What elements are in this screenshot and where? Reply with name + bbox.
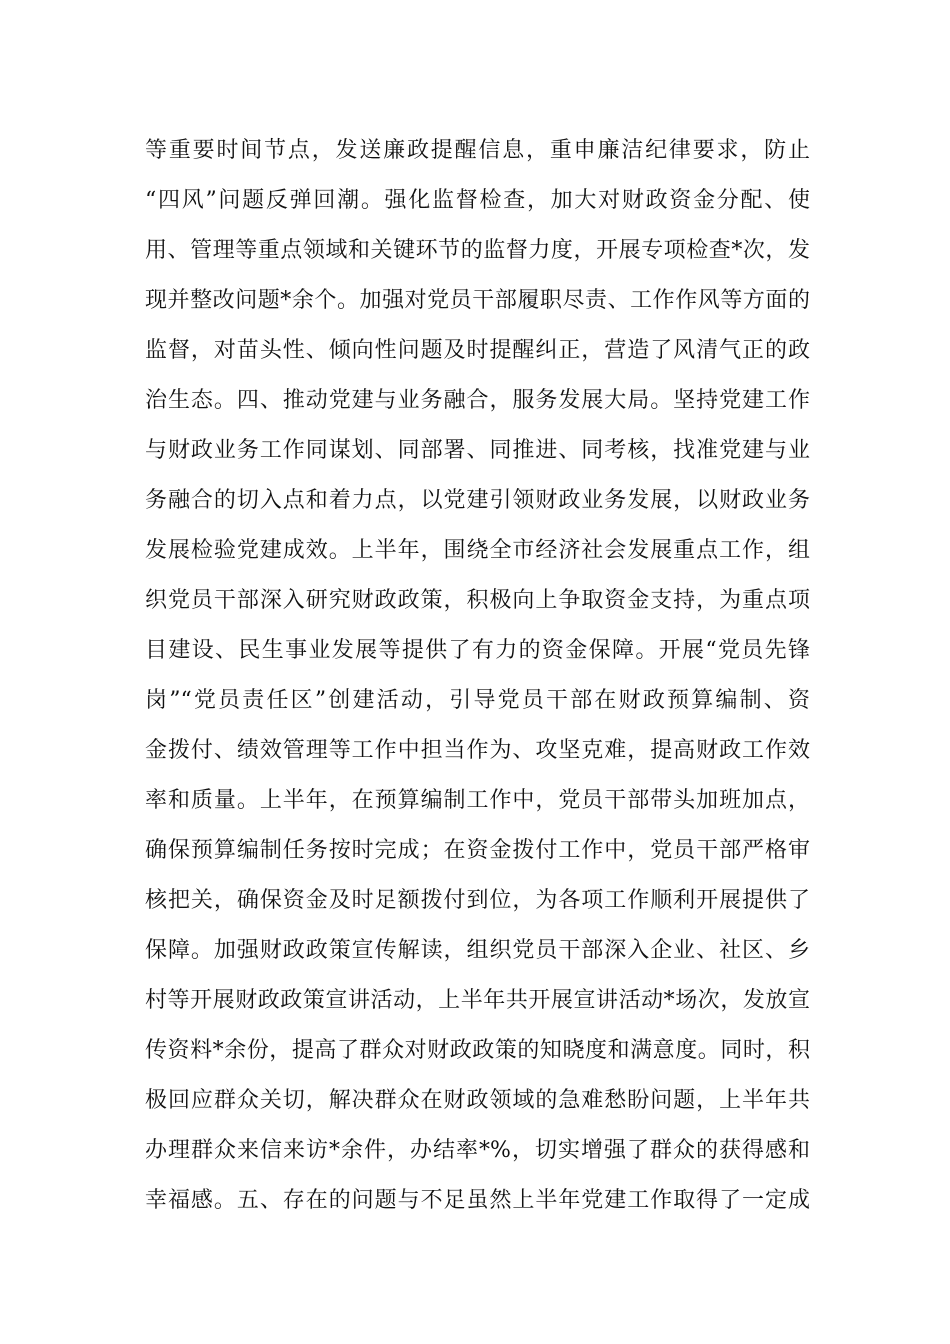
text-line: 发展检验党建成效。上半年，围绕全市经济社会发展重点工作，组: [145, 538, 810, 563]
text-line: 监督，对苗头性、倾向性问题及时提醒纠正，营造了风清气正的政: [145, 338, 810, 363]
text-line: 保障。加强财政政策宣传解读，组织党员干部深入企业、社区、乡: [145, 938, 810, 963]
text-line: 等重要时间节点，发送廉政提醒信息，重申廉洁纪律要求，防止: [145, 138, 810, 163]
text-line: 村等开展财政政策宣讲活动，上半年共开展宣讲活动*场次，发放宣: [145, 988, 810, 1013]
text-line: 金拨付、绩效管理等工作中担当作为、攻坚克难，提高财政工作效: [145, 738, 810, 763]
text-line: 现并整改问题*余个。加强对党员干部履职尽责、工作作风等方面的: [145, 288, 810, 313]
text-line: “四风”问题反弹回潮。强化监督检查，加大对财政资金分配、使: [145, 188, 810, 213]
text-line: 与财政业务工作同谋划、同部署、同推进、同考核，找准党建与业: [145, 438, 810, 463]
text-line: 幸福感。五、存在的问题与不足虽然上半年党建工作取得了一定成: [145, 1188, 810, 1213]
text-line: 率和质量。上半年，在预算编制工作中，党员干部带头加班加点，: [145, 788, 810, 813]
text-line: 岗”“党员责任区”创建活动，引导党员干部在财政预算编制、资: [145, 688, 810, 713]
text-line: 确保预算编制任务按时完成；在资金拨付工作中，党员干部严格审: [145, 838, 810, 863]
text-line: 务融合的切入点和着力点，以党建引领财政业务发展，以财政业务: [145, 488, 810, 513]
text-line: 目建设、民生事业发展等提供了有力的资金保障。开展“党员先锋: [145, 638, 810, 663]
text-line: 织党员干部深入研究财政政策，积极向上争取资金支持，为重点项: [145, 588, 810, 613]
text-line: 治生态。四、推动党建与业务融合，服务发展大局。坚持党建工作: [145, 388, 810, 413]
text-line: 核把关，确保资金及时足额拨付到位，为各项工作顺利开展提供了: [145, 888, 810, 913]
body-text: [145, 126, 810, 1226]
text-line: 办理群众来信来访*余件，办结率*%，切实增强了群众的获得感和: [145, 1138, 810, 1163]
text-line: 极回应群众关切，解决群众在财政领域的急难愁盼问题，上半年共: [145, 1088, 810, 1113]
text-line: 传资料*余份，提高了群众对财政政策的知晓度和满意度。同时，积: [145, 1038, 810, 1063]
text-line: 用、管理等重点领域和关键环节的监督力度，开展专项检查*次，发: [145, 238, 810, 263]
